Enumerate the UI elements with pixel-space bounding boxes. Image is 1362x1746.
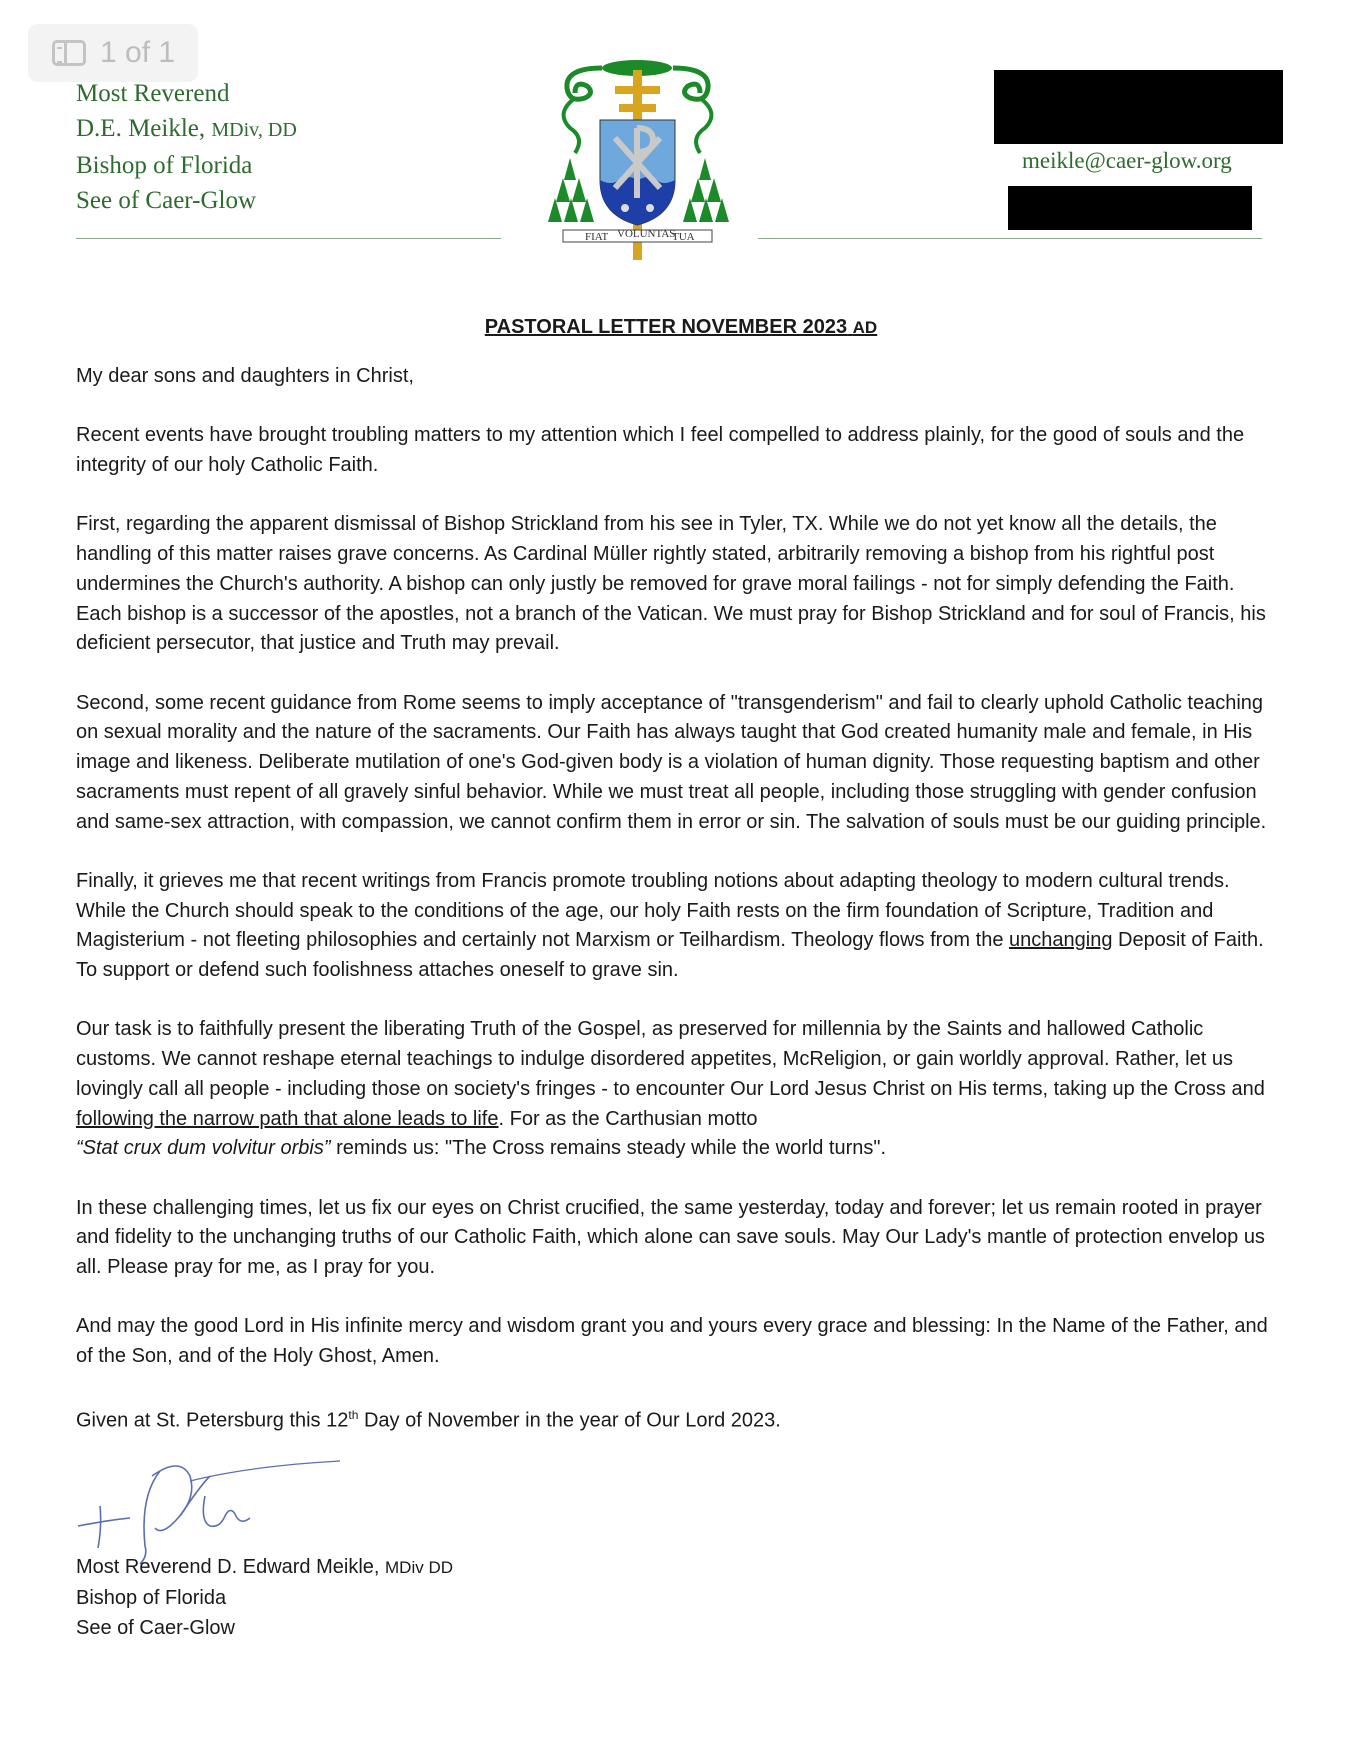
- signatory-see: See of Caer-Glow: [76, 1617, 235, 1639]
- letter-title: PASTORAL LETTER NOVEMBER 2023 AD: [484, 316, 878, 338]
- paragraph-7: And may the good Lord in His infinite mercy and wisdom grant you and yours every grace and blessing: In the Name of the Father, and of the Son, and of the Holy Ghost, Amen.: [76, 1315, 1268, 1368]
- sidebar-toggle-icon[interactable]: [52, 40, 86, 66]
- letterhead-line-3: Bishop of Florida: [76, 152, 253, 179]
- letterhead-line-1: Most Reverend: [76, 80, 230, 107]
- paragraph-5: Our task is to faithfully present the liberating Truth of the Gospel, as preserved for millennia by the Saints and hallowed Catholic customs. We cannot reshape eternal teachings to indulge disordered appetites, McReligion, or gain worldly approval. Rather, let us lovingly call all people - including those on society's fringes - to encounter Our Lord Jesus Christ on His terms, taking up the Cross and following the narrow path that alone leads to life. For as the Carthusian motto “Stat crux dum volvitur orbis” reminds us: "The Cross remains steady while the world turns".: [76, 1018, 1265, 1160]
- given-line: Given at St. Petersburg this 12th Day of November in the year of Our Lord 2023.: [76, 1408, 781, 1433]
- underlined-text: following the narrow path that alone leads to life: [76, 1107, 499, 1130]
- letterhead-line-4: See of Caer-Glow: [76, 187, 256, 214]
- redaction-block: [1008, 186, 1252, 230]
- underlined-text: unchanging: [1009, 929, 1113, 952]
- paragraph-2: First, regarding the apparent dismissal of Bishop Strickland from his see in Tyler, TX. While we do not yet know all the details, the handling of this matter raises grave concerns. As Cardinal Müller rightly stated, arbitrarily removing a bishop from his rightful post undermines the Church's authority. A bishop can only justly be removed for grave moral failings - not for simply defending the Faith. Each bishop is a successor of the apostles, not a branch of the Vatican. We must pray for Bishop Strickland and for soul of Francis, his deficient persecutor, that justice and Truth may prevail.: [76, 513, 1266, 655]
- redaction-block: [994, 70, 1283, 144]
- crest-motto-2: VOLUNTAS: [617, 228, 676, 240]
- latin-motto: “Stat crux dum volvitur orbis”: [76, 1137, 331, 1160]
- letterhead-line-2: D.E. Meikle, MDiv, DD: [76, 115, 297, 142]
- crest-motto-1: FIAT: [585, 231, 609, 243]
- signatory-degrees: MDiv DD: [385, 1558, 454, 1577]
- page-indicator[interactable]: [28, 24, 198, 82]
- page-count-label: 1 of 1: [100, 36, 176, 69]
- paragraph-6: In these challenging times, let us fix our eyes on Christ crucified, the same yesterday, today and forever; let us remain rooted in prayer and fidelity to the unchanging truths of our Catholic Faith, which alone can save souls. May Our Lady's mantle of protection envelop us all. Please pray for me, as I pray for you.: [76, 1196, 1265, 1278]
- signature-block: [76, 1552, 453, 1643]
- handwritten-signature: [70, 1456, 350, 1566]
- crest-motto-3: TUA: [672, 231, 695, 243]
- letterhead-email: meikle@caer-glow.org: [1022, 148, 1232, 173]
- signatory-title: Bishop of Florida: [76, 1587, 227, 1609]
- letter-body: [76, 362, 1276, 1467]
- letter-title-suffix: AD: [852, 318, 878, 337]
- letterhead-rule-left: [76, 238, 501, 239]
- letterhead-left: [76, 76, 297, 218]
- signatory-name: Most Reverend D. Edward Meikle, MDiv DD: [76, 1556, 454, 1578]
- paragraph-3: Second, some recent guidance from Rome seems to imply acceptance of "transgenderism" and fail to clearly uphold Catholic teaching on sexual morality and the nature of the sacraments. Our Faith has always taught that God created humanity male and female, in His image and likeness. Deliberate mutilation of one's God-given body is a violation of human dignity. Those requesting baptism and other sacraments must repent of all gravely sinful behavior. While we must treat all people, including those struggling with gender confusion and same-sex attraction, with compassion, we cannot confirm them in error or sin. The salvation of souls must be our guiding principle.: [76, 691, 1267, 833]
- episcopal-coat-of-arms: [545, 58, 730, 263]
- letterhead-degrees: MDiv, DD: [211, 119, 297, 141]
- letterhead-rule-right: [758, 238, 1262, 239]
- paragraph-1: Recent events have brought troubling matters to my attention which I feel compelled to address plainly, for the good of souls and the integrity of our holy Catholic Faith.: [76, 424, 1245, 477]
- salutation: My dear sons and daughters in Christ,: [76, 365, 414, 387]
- paragraph-4: Finally, it grieves me that recent writings from Francis promote troubling notions about adapting theology to modern cultural trends. While the Church should speak to the conditions of the age, our holy Faith rests on the firm foundation of Scripture, Tradition and Magisterium - not fleeting philosophies and certainly not Marxism or Teilhardism. Theology flows from the unchanging Deposit of Faith. To support or defend such foolishness attaches oneself to grave sin.: [76, 869, 1264, 981]
